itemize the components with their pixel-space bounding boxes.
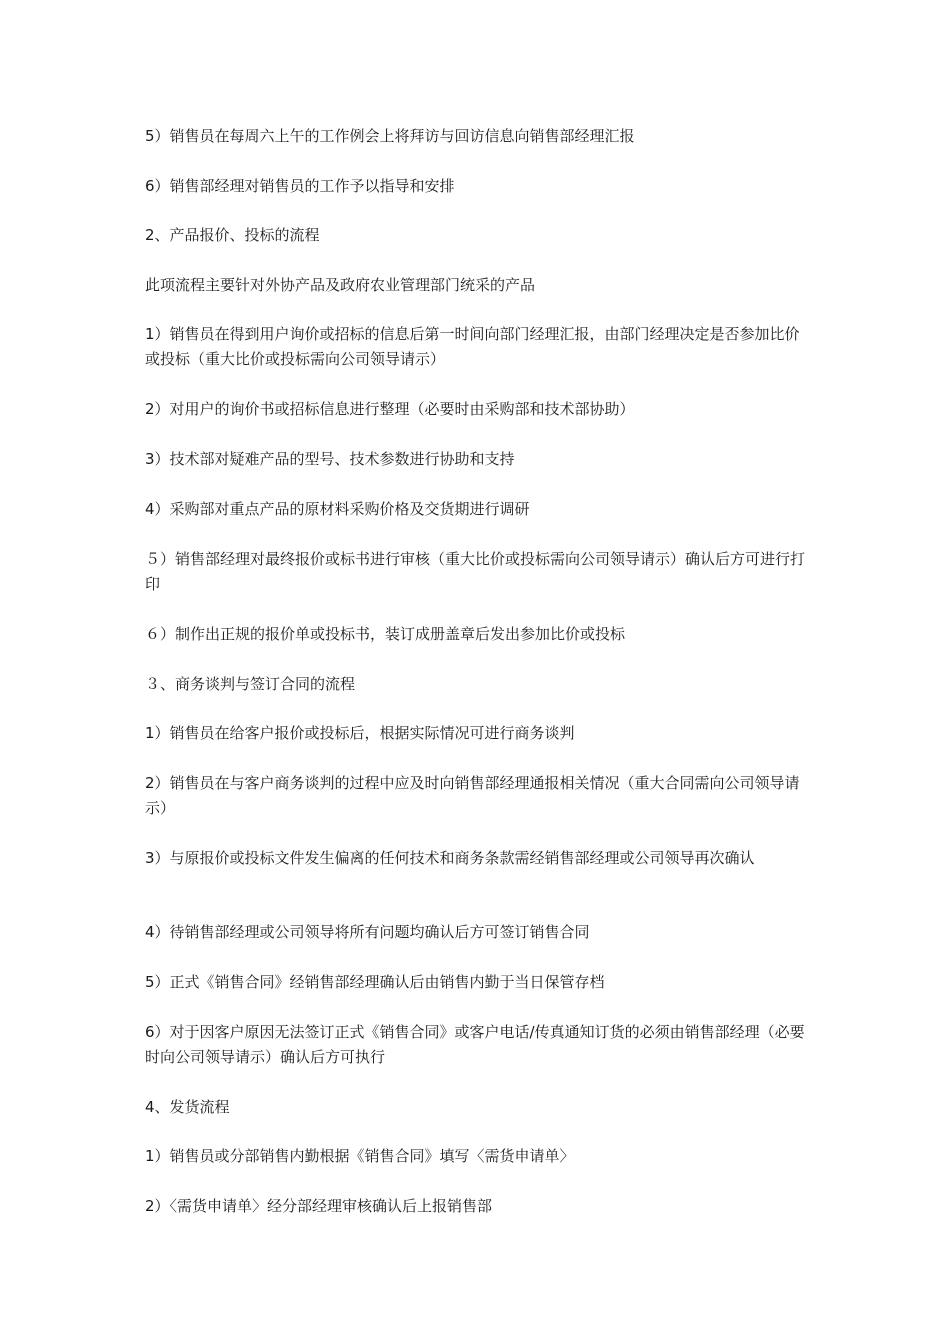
list-item: 2）销售员在与客户商务谈判的过程中应及时向销售部经理通报相关情况（重大合同需向公司领导请示） xyxy=(145,774,800,817)
list-item: 6）对于因客户原因无法签订正式《销售合同》或客户电话/传真通知订货的必须由销售部经理（必要时向公司领导请示）确认后方可执行 xyxy=(145,1023,805,1066)
section-intro: 此项流程主要针对外协产品及政府农业管理部门统采的产品 xyxy=(145,276,536,294)
list-item: 2）〈需货申请单〉经分部经理审核确认后上报销售部 xyxy=(145,1197,493,1215)
section-heading: 2、产品报价、投标的流程 xyxy=(145,226,320,244)
list-item: 2）对用户的询价书或招标信息进行整理（必要时由采购部和技术部协助） xyxy=(145,400,635,418)
list-item: 1）销售员在得到用户询价或招标的信息后第一时间向部门经理汇报，由部门经理决定是否参加比价或投标（重大比价或投标需向公司领导请示） xyxy=(145,325,800,368)
section-heading: 4、发货流程 xyxy=(145,1098,230,1116)
list-item: 4）待销售部经理或公司领导将所有问题均确认后方可签订销售合同 xyxy=(145,923,590,941)
list-item: 3）与原报价或投标文件发生偏离的任何技术和商务条款需经销售部经理或公司领导再次确认 xyxy=(145,849,755,867)
list-item: 4）采购部对重点产品的原材料采购价格及交货期进行调研 xyxy=(145,500,530,518)
list-item: 1）销售员或分部销售内勤根据《销售合同》填写〈需货申请单〉 xyxy=(145,1147,575,1165)
list-item: 3）技术部对疑难产品的型号、技术参数进行协助和支持 xyxy=(145,450,515,468)
list-item: ５）销售部经理对最终报价或标书进行审核（重大比价或投标需向公司领导请示）确认后方可进行打印 xyxy=(145,550,806,593)
list-item: 1）销售员在给客户报价或投标后，根据实际情况可进行商务谈判 xyxy=(145,724,575,742)
list-item: 5）正式《销售合同》经销售部经理确认后由销售内勤于当日保管存档 xyxy=(145,973,605,991)
section-heading: ３、商务谈判与签订合同的流程 xyxy=(145,675,356,693)
list-item: 5）销售员在每周六上午的工作例会上将拜访与回访信息向销售部经理汇报 xyxy=(145,127,635,145)
list-item: 6）销售部经理对销售员的工作予以指导和安排 xyxy=(145,177,455,195)
list-item: ６）制作出正规的报价单或投标书，装订成册盖章后发出参加比价或投标 xyxy=(145,625,626,643)
